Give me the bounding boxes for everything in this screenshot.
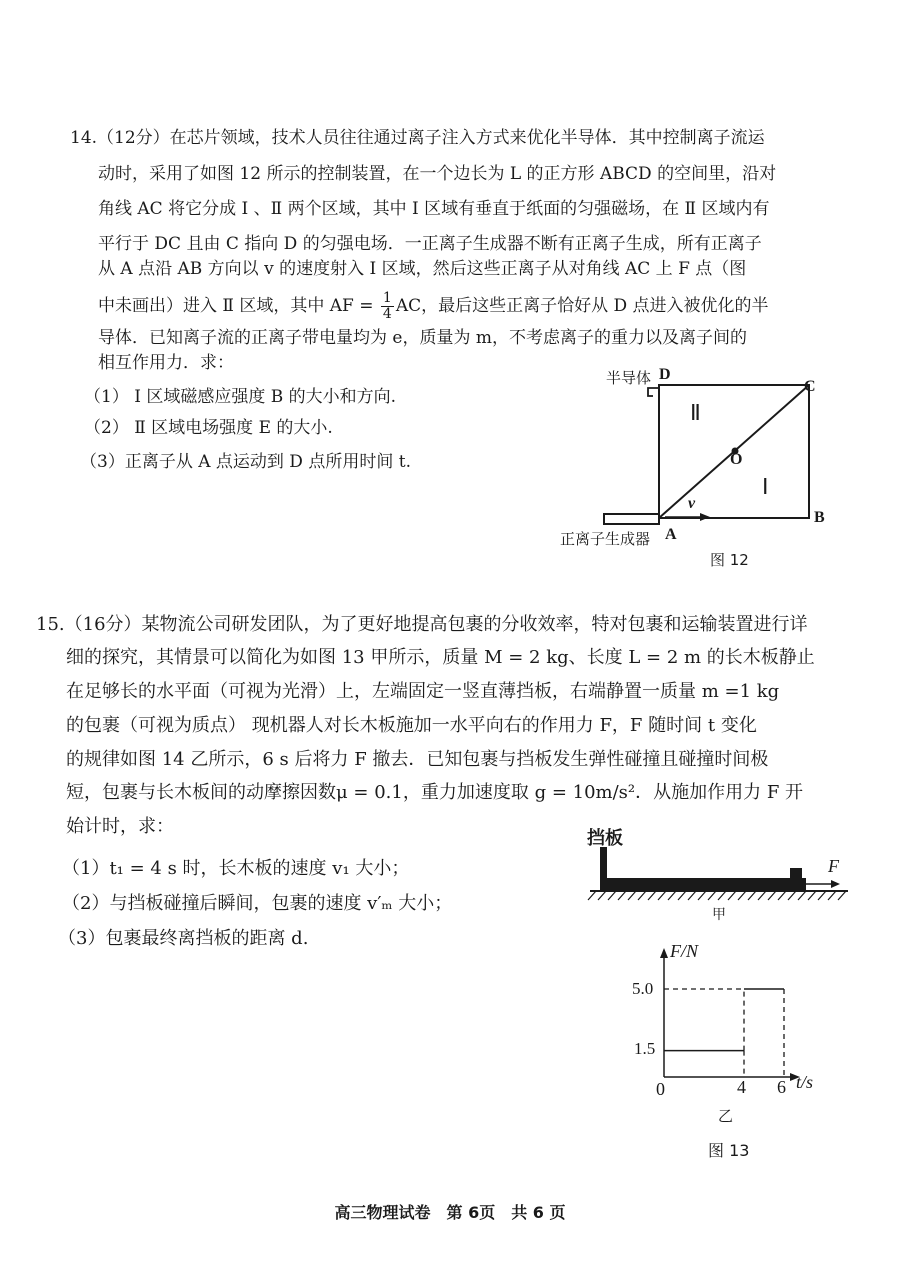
q14-line-1: 14.（12分）在芯片领域，技术人员往往通过离子注入方式来优化半导体．其中控制离子流运 <box>70 128 765 148</box>
page-footer: 高三物理试卷 第 6页 共 6 页 <box>334 1203 566 1222</box>
q14-line-7: 导体．已知离子流的正离子带电量均为 e，质量为 m，不考虑离子的重力以及离子间的 <box>98 328 747 348</box>
label-o: O <box>730 451 743 468</box>
label-baffle: 挡板 <box>587 828 623 849</box>
label-v: v <box>688 495 696 512</box>
q15-line-7: 始计时，求： <box>66 816 174 837</box>
label-b: B <box>814 509 825 526</box>
figure-13-caption: 图 13 <box>708 1141 750 1160</box>
q15-line-6: 短，包裹与长木板间的动摩擦因数μ = 0.1，重力加速度取 g = 10m/s²．从施加作用力 F 开 <box>66 782 804 803</box>
y-axis-label: F/N <box>670 941 699 961</box>
figure-yi-caption: 乙 <box>718 1107 734 1125</box>
label-force-f: F <box>828 856 839 876</box>
label-generator: 正离子生成器 <box>560 530 651 548</box>
fraction-numerator: 1 <box>382 290 392 306</box>
q14-line-8: 相互作用力．求： <box>98 353 234 373</box>
q14-line-6-post: AC，最后这些正离子恰好从 D 点进入被优化的半 <box>395 296 769 316</box>
q14-line-2: 动时，采用了如图 12 所示的控制装置，在一个边长为 L 的正方形 ABCD 的空间里，沿对 <box>98 164 777 184</box>
y-tick-1-5: 1.5 <box>634 1039 656 1058</box>
f-t-series <box>664 989 784 1077</box>
x-tick-4: 4 <box>737 1077 746 1097</box>
label-c: C <box>804 378 816 395</box>
label-region-1: Ⅰ <box>762 474 769 499</box>
fraction-denominator: 4 <box>382 306 392 322</box>
q15-sub-1: （1）t₁ = 4 s 时，长木板的速度 v₁ 大小； <box>62 858 410 879</box>
y-tick-5: 5.0 <box>632 979 654 998</box>
label-a: A <box>665 526 677 543</box>
x-axis-label: t/s <box>796 1072 814 1092</box>
q15-line-4: 的包裹（可视为质点） 现机器人对长木板施加一水平向右的作用力 F，F 随时间 t 变化 <box>66 715 757 736</box>
x-tick-6: 6 <box>777 1077 786 1097</box>
label-d: D <box>659 366 671 383</box>
y-axis-arrowhead <box>660 948 668 958</box>
q14-line-4: 平行于 DC 且由 C 指向 D 的匀强电场．一正离子生成器不断有正离子生成，所有正离子 <box>98 234 762 254</box>
q15-line-3: 在足够长的水平面（可视为光滑）上，左端固定一竖直薄挡板，右端静置一质量 m =1 kg <box>66 681 780 702</box>
x-tick-0: 0 <box>656 1079 665 1099</box>
q14-sub-1: （1） Ⅰ 区域磁感应强度 B 的大小和方向. <box>84 387 397 407</box>
q15-sub-2: （2）与挡板碰撞后瞬间，包裹的速度 v′ₘ 大小； <box>62 893 453 914</box>
label-semiconductor: 半导体 <box>606 369 652 387</box>
figure-jia-caption: 甲 <box>712 907 726 923</box>
q14-sub-2: （2） Ⅱ 区域电场强度 E 的大小. <box>84 418 333 438</box>
q14-line-6-pre: 中未画出）进入 Ⅱ 区域，其中 AF = <box>98 296 379 316</box>
label-region-2: Ⅱ <box>690 400 701 425</box>
q14-line-3: 角线 AC 将它分成 Ⅰ 、Ⅱ 两个区域，其中 Ⅰ 区域有垂直于纸面的匀强磁场，在 Ⅱ 区域内有 <box>98 199 770 219</box>
figure-12-caption: 图 12 <box>710 551 749 569</box>
q15-line-5: 的规律如图 14 乙所示，6 s 后将力 F 撤去．已知包裹与挡板发生弹性碰撞且碰撞时间极 <box>66 749 769 770</box>
q15-line-2: 细的探究，其情景可以简化为如图 13 甲所示，质量 M = 2 kg、长度 L = 2 m 的长木板静止 <box>66 647 815 668</box>
q15-line-1: 15.（16分）某物流公司研发团队，为了更好地提高包裹的分收效率，特对包裹和运输装置进行详 <box>36 614 808 635</box>
q14-line-5: 从 A 点沿 AB 方向以 v 的速度射入 Ⅰ 区域，然后这些正离子从对角线 AC 上 F 点（图 <box>98 259 747 279</box>
q15-sub-3: （3）包裹最终离挡板的距离 d. <box>58 928 309 949</box>
q14-sub-3: （3）正离子从 A 点运动到 D 点所用时间 t. <box>80 452 411 472</box>
